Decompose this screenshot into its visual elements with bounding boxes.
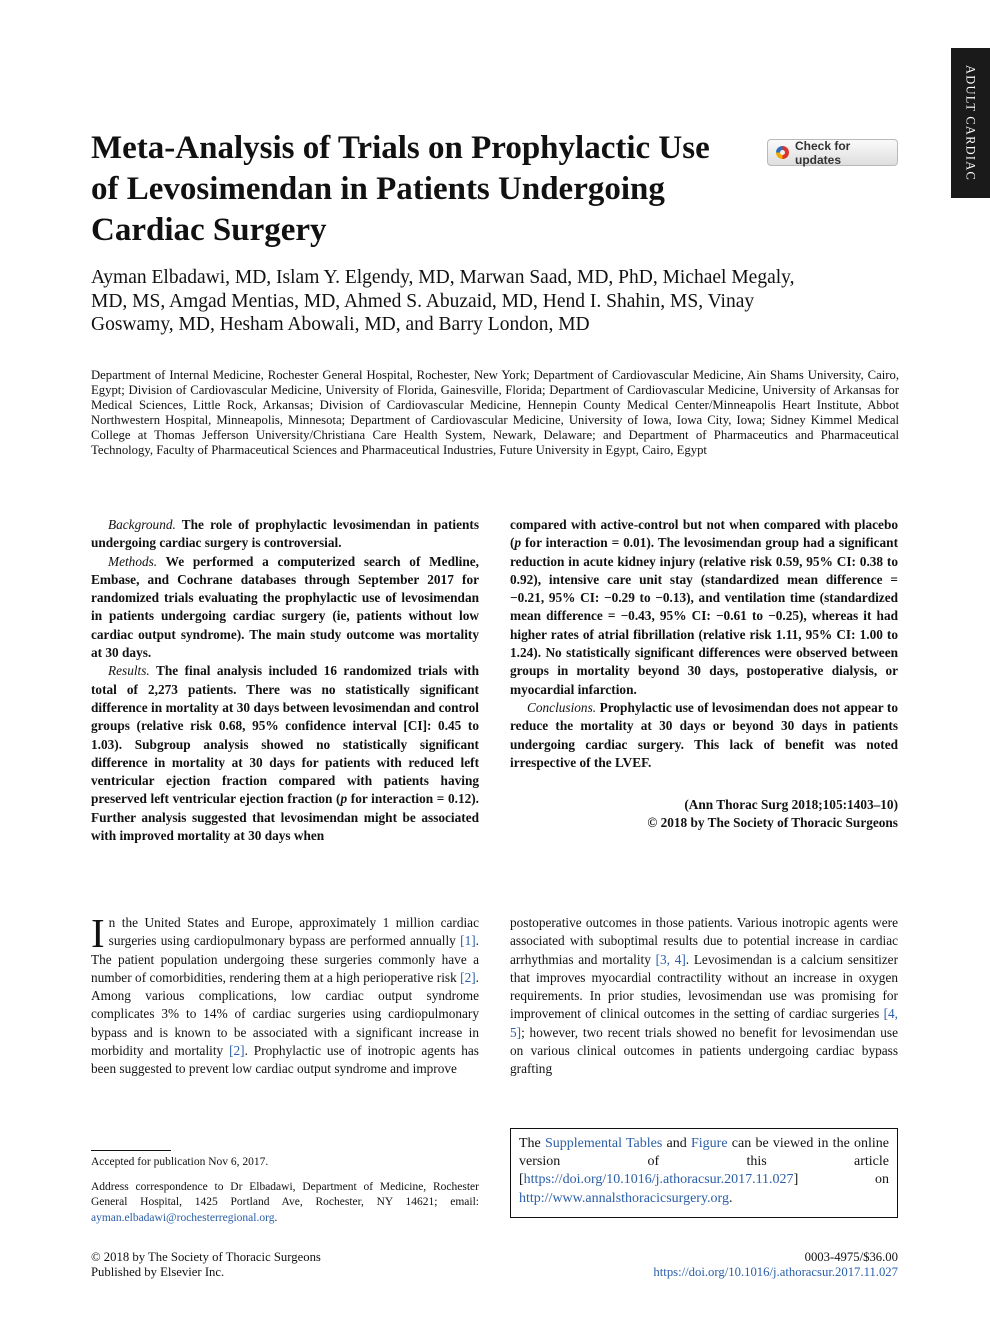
footer-issn-price: 0003-4975/$36.00 <box>804 1250 898 1264</box>
abstract-column-left <box>91 516 479 845</box>
background-heading: Background. <box>108 517 176 532</box>
affiliations: Department of Internal Medicine, Rochester General Hospital, Rochester, New York; Department of Cardiovascular Medicine, Ain Shams University, Cairo, Egypt; Division of Cardiovascular Medicine, University of Florida, Gainesville, Florida; Department of Cardiovascular Medicine, University of Arkansas for Medical Sciences, Little Rock, Arkansas; Division of Cardiovascular Medicine, Hennepin County Medical Center/Minneapolis Heart Institute, Abbot Northwestern Hospital, Minneapolis, Minnesota; Department of Cardiovascular Medicine, University of Iowa, Iowa City, Iowa; Sidney Kimmel Medical College at Thomas Jefferson University/Christiana Care Health System, Newark, Delaware; and Department of Pharmaceutics and Pharmaceutical Technology, Faculty of Pharmaceutical Sciences and Pharmaceutical Industries, Future University in Egypt, Cairo, Egypt <box>91 368 899 457</box>
supp-text-5: . <box>728 1190 733 1206</box>
intro-text-2: . The patient population undergoing these surgeries commonly have a number of comorbidities, rendering them at a high perioperative risk <box>91 933 479 985</box>
abstract-column-right <box>510 516 898 833</box>
intro-text-4: . Prophylactic use of inotropic agents has been suggested to prevent low cardiac output syndrome and improve <box>91 1043 479 1077</box>
supp-text-1: The <box>519 1136 545 1151</box>
doi-link[interactable]: https://doi.org/10.1016/j.athoracsur.2017.11.027 <box>523 1172 794 1188</box>
abstract-background <box>91 516 479 553</box>
p-symbol: p <box>514 535 522 551</box>
supp-text-3: can be viewed in the online version of this article [ <box>519 1136 890 1188</box>
footer-right <box>560 1250 898 1280</box>
article-title: Meta-Analysis of Trials on Prophylactic Use of Levosimendan in Patients Undergoing Cardiac Surgery <box>91 130 710 248</box>
abstract-copyright: © 2018 by The Society of Thoracic Surgeons <box>647 815 898 831</box>
email-link[interactable]: ayman.elbadawi@rochesterregional.org <box>91 1211 275 1224</box>
section-tab-label: ADULT CARDIAC <box>963 65 978 181</box>
supplemental-box <box>510 1128 898 1218</box>
results-text-b: for interaction = 0.12). Further analysis suggested that levosimendan might be associated with improved mortality at 30 days when <box>91 791 479 844</box>
conclusions-text: Prophylactic use of levosimendan does not appear to reduce the mortality at 30 days or beyond 30 days in patients undergoing cardiac surgery. This lack of benefit was noted irrespective of the LVEF. <box>510 699 898 770</box>
intro-column-left <box>91 910 479 1079</box>
reference-link[interactable]: [4, 5] <box>510 1006 898 1040</box>
results-text-d: for interaction = 0.01). The levosimendan group had a significant reduction in acute kidney injury (relative risk 0.59, 95% CI: 0.38 to 0.92), intensive care unit stay (standardized mean difference = −0.21, 95% CI: −0.29 to −0.13), and ventilation time (standardized mean difference = −0.43, 95% CI: −0.61 to −0.25), whereas it had higher rates of atrial fibrillation (relative risk 1.11, 95% CI: 1.00 to 1.24). No statistically significant differences were observed between groups in mortality beyond 30 days, postoperative dialysis, or myocardial infarction. <box>510 535 898 697</box>
reference-link[interactable]: [1] <box>460 933 476 949</box>
supp-text-2: and <box>662 1136 691 1151</box>
background-text: The role of prophylactic levosimendan in patients undergoing cardiac surgery is controversial. <box>91 517 479 551</box>
address-period: . <box>274 1211 278 1224</box>
intro-paragraph <box>91 910 479 1079</box>
reference-link[interactable]: [3, 4] <box>655 951 686 967</box>
intro-text-3: . Among various complications, low cardiac output syndrome complicates 3% to 14% of cardiac surgeries using cardiopulmonary bypass and is known to be associated with a significant increase in morbidity and mortality <box>91 969 479 1059</box>
intro-text-5: postoperative outcomes in those patients. Various inotropic agents were associated with suboptimal results due to potential increase in cardiac arrhythmias and mortality <box>510 915 898 967</box>
supplemental-tables-link[interactable]: Supplemental Tables <box>545 1136 663 1151</box>
section-side-tab <box>951 48 990 198</box>
intro-text-6: . Levosimendan is a calcium sensitizer that improves myocardial contractility without an increase in oxygen requirements. In prior studies, levosimendan use was promising for improvement of clinical outcomes in the setting of cardiac surgeries <box>510 951 898 1022</box>
intro-paragraph-continued <box>510 914 898 1079</box>
figure-link[interactable]: Figure <box>691 1136 728 1151</box>
citation-block <box>510 796 898 833</box>
footer-left <box>91 1250 321 1280</box>
check-for-updates-label: Check for updates <box>795 138 851 167</box>
footnote-divider <box>91 1150 171 1151</box>
address-text: Address correspondence to Dr Elbadawi, Department of Medicine, Rochester General Hospital, 1425 Portland Ave, Rochester, NY 14621; email: <box>91 1180 479 1208</box>
results-text-c: compared with active-control but not when compared with placebo ( <box>510 517 898 551</box>
footer-doi-link[interactable]: https://doi.org/10.1016/j.athoracsur.2017.11.027 <box>653 1265 898 1279</box>
results-heading: Results. <box>108 663 150 679</box>
footer-publisher: Published by Elsevier Inc. <box>91 1265 225 1279</box>
conclusions-heading: Conclusions. <box>527 699 597 715</box>
crossmark-icon <box>776 146 789 159</box>
reference-link[interactable]: [2] <box>460 969 476 985</box>
intro-text-7: ; however, two recent trials showed no benefit for levosimendan use on various clinical outcomes in patients undergoing cardiac bypass grafting <box>510 1024 898 1077</box>
abstract-methods <box>91 553 479 663</box>
methods-text: We performed a computerized search of Medline, Embase, and Cochrane databases through September 2017 for randomized trials evaluating the prophylactic use of levosimendan in patients undergoing cardiac surgery (ie, patients without low cardiac output syndrome). The main study outcome was mortality at 30 days. <box>91 553 479 661</box>
p-symbol: p <box>340 791 348 807</box>
results-text-a: The final analysis included 16 randomized trials with total of 2,273 patients. There was no statistically significant difference in mortality at 30 days between levosimendan and control groups (relative risk 0.68, 95% confidence interval [CI]: 0.45 to 1.03). Subgroup analysis showed no statistically significant difference in mortality at 30 days for patients with reduced left ventricular ejection fraction compared with patients having preserved left ventricular ejection fraction ( <box>91 663 479 807</box>
journal-citation: (Ann Thorac Surg 2018;105:1403–10) <box>684 797 898 813</box>
supp-text-4: ] on <box>793 1172 889 1188</box>
check-for-updates-button[interactable] <box>767 139 898 166</box>
methods-heading: Methods. <box>108 553 158 569</box>
journal-site-link[interactable]: http://www.annalsthoracicsurgery.org <box>519 1190 729 1206</box>
intro-text-1: n the United States and Europe, approximately 1 million cardiac surgeries using cardiopulmonary bypass are performed annually <box>108 915 479 949</box>
abstract-conclusions <box>510 699 898 772</box>
reference-link[interactable]: [2] <box>229 1043 245 1059</box>
accepted-date: Accepted for publication Nov 6, 2017. <box>91 1156 269 1168</box>
correspondence-address <box>91 1180 479 1227</box>
abstract-results-continued <box>510 516 898 699</box>
intro-column-right <box>510 914 898 1079</box>
abstract-results <box>91 662 479 845</box>
footer-copyright: © 2018 by The Society of Thoracic Surgeons <box>91 1250 321 1264</box>
drop-cap: I <box>91 910 105 956</box>
author-list: Ayman Elbadawi, MD, Islam Y. Elgendy, MD, Marwan Saad, MD, PhD, Michael Megaly, MD, MS, Amgad Mentias, MD, Ahmed S. Abuzaid, MD, Hend I. Shahin, MS, Vinay Goswamy, MD, Hesham Abowali, MD, and Barry London, MD <box>91 267 795 335</box>
footnotes <box>91 1155 479 1235</box>
